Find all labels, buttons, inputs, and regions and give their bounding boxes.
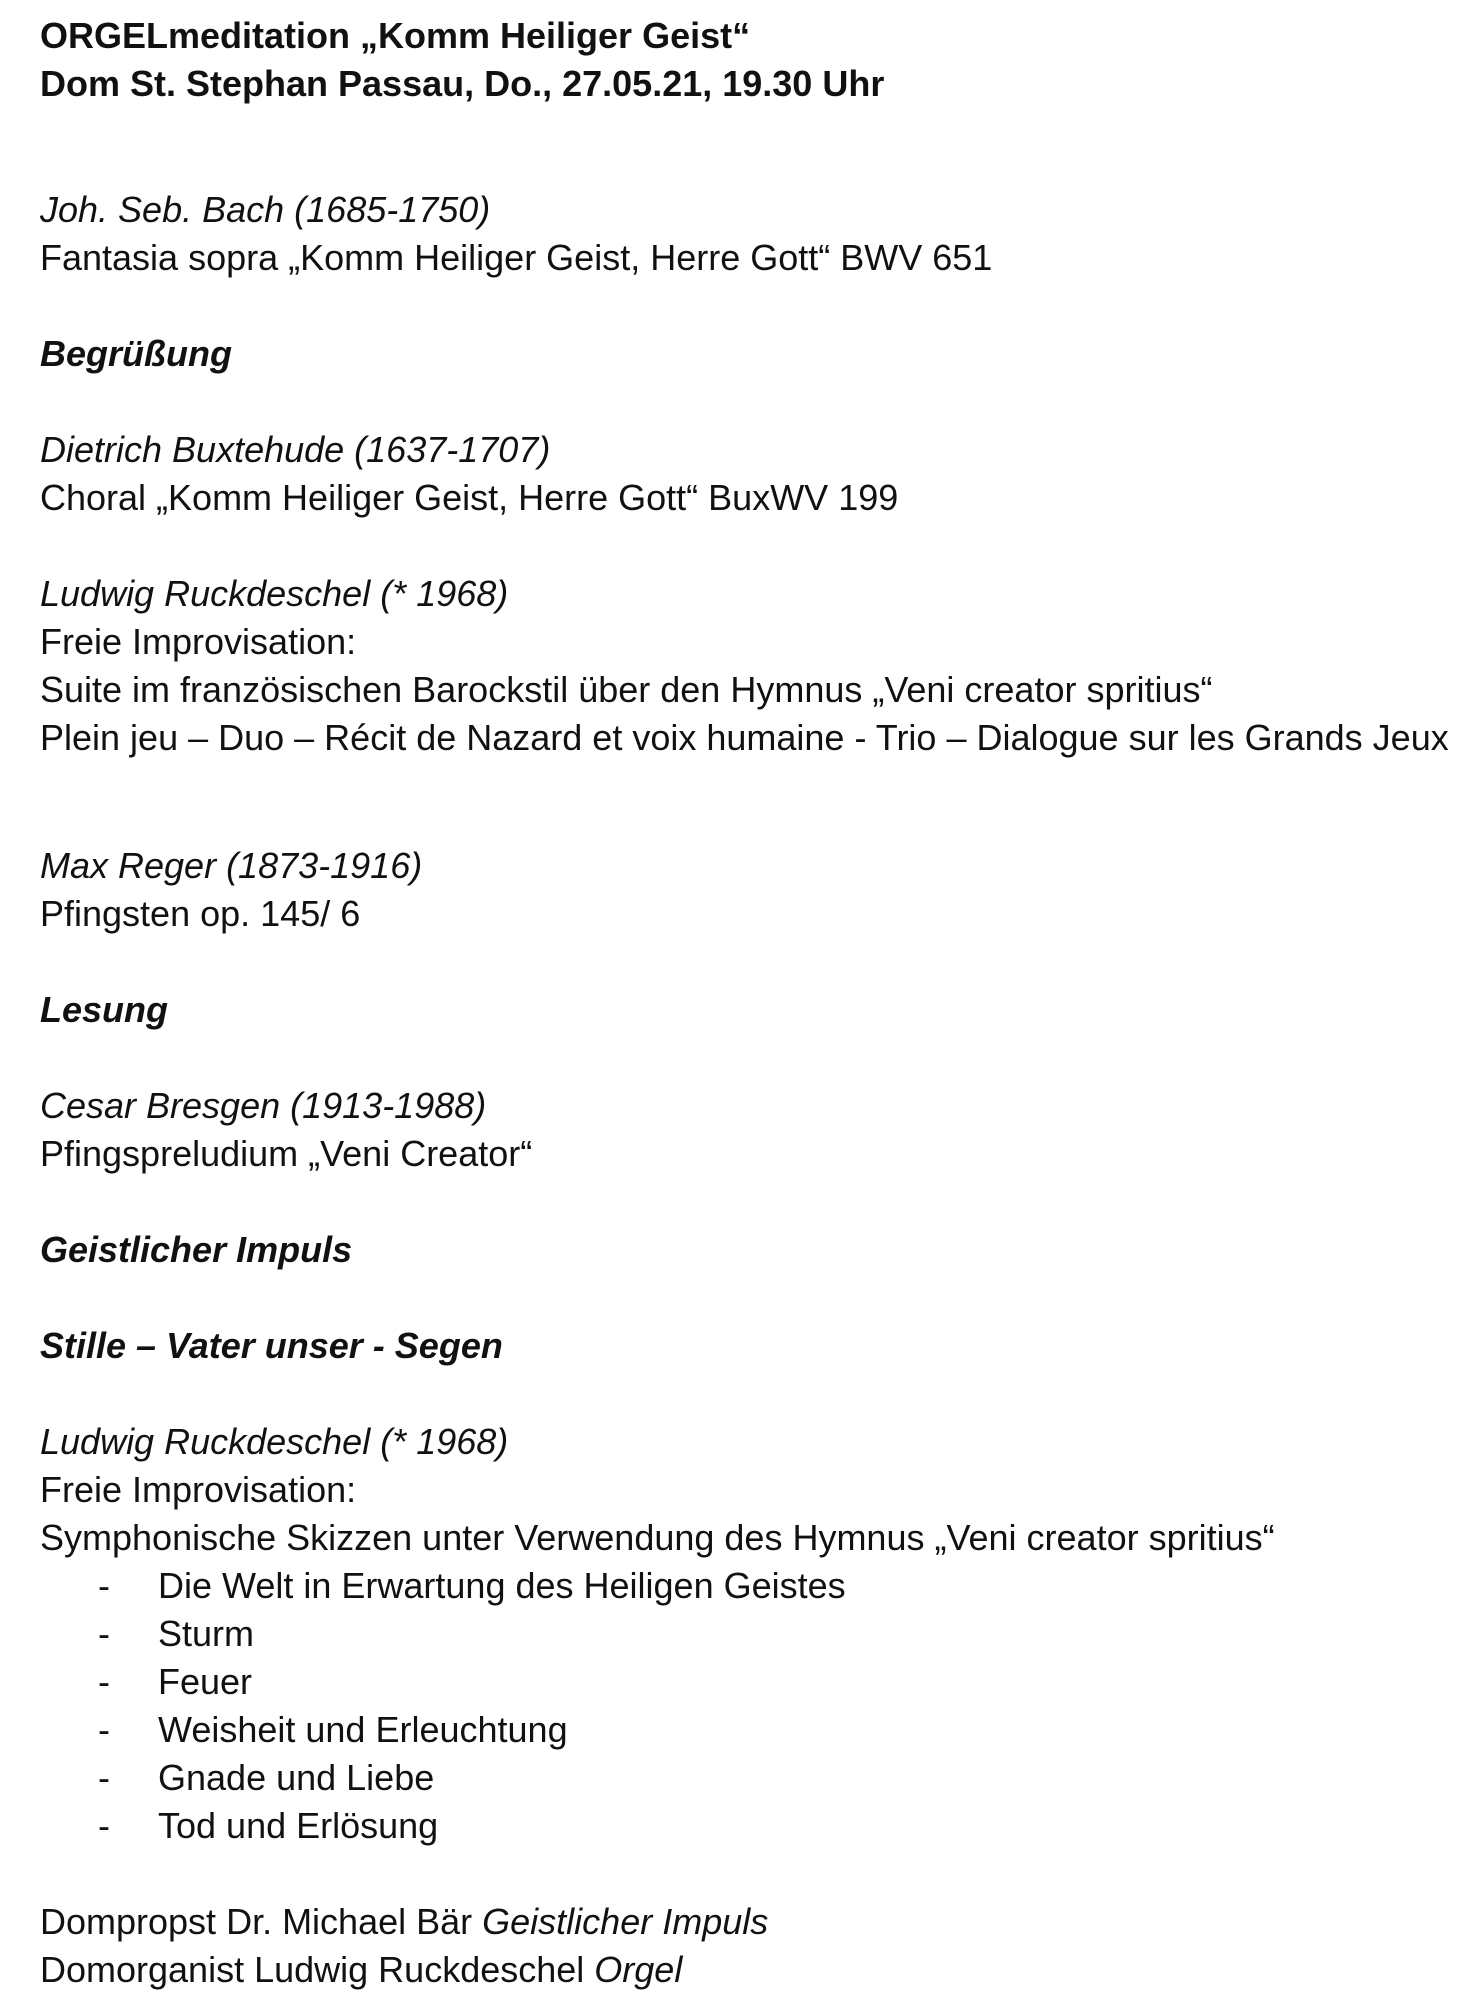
movement-title: Gnade und Liebe: [158, 1757, 435, 1798]
composer-ruckdeschel-2: Ludwig Ruckdeschel (* 1968): [40, 1421, 509, 1462]
movement-list-item: [40, 1754, 1040, 1802]
bullet-dash: -: [98, 1709, 110, 1750]
work-bresgen: Pfingspreludium „Veni Creator“: [40, 1133, 533, 1174]
credit-organist: [40, 1946, 682, 1994]
movement-title: Die Welt in Erwartung des Heiligen Geistes: [158, 1565, 846, 1606]
bullet-dash: -: [98, 1805, 110, 1846]
credit-provost-name: Dompropst Dr. Michael Bär: [40, 1901, 483, 1942]
section-closing: Stille – Vater unser - Segen: [40, 1325, 503, 1366]
credit-organist-name: Domorganist Ludwig Ruckdeschel: [40, 1949, 595, 1990]
bullet-dash: -: [98, 1613, 110, 1654]
credit-provost: [40, 1898, 768, 1946]
work-ruckdeschel-1-line-2: Suite im französischen Barockstil über den Hymnus „Veni creator spritius“: [40, 669, 1213, 710]
document-subtitle: Dom St. Stephan Passau, Do., 27.05.21, 19.30 Uhr: [40, 63, 885, 104]
work-buxtehude: Choral „Komm Heiliger Geist, Herre Gott“ BuxWV 199: [40, 477, 899, 518]
bullet-dash: -: [98, 1565, 110, 1606]
bullet-dash: -: [98, 1757, 110, 1798]
work-ruckdeschel-1-line-3: Plein jeu – Duo – Récit de Nazard et voix humaine - Trio – Dialogue sur les Grands Jeux: [40, 717, 1449, 758]
movement-list-item: [40, 1802, 1040, 1850]
composer-buxtehude: Dietrich Buxtehude (1637-1707): [40, 429, 551, 470]
movement-list-item: [40, 1706, 1040, 1754]
work-reger: Pfingsten op. 145/ 6: [40, 893, 361, 934]
work-bach: Fantasia sopra „Komm Heiliger Geist, Herre Gott“ BWV 651: [40, 237, 993, 278]
composer-bach: Joh. Seb. Bach (1685-1750): [40, 189, 491, 230]
credit-organist-role: Orgel: [594, 1949, 683, 1990]
section-greeting: Begrüßung: [40, 333, 232, 374]
composer-bresgen: Cesar Bresgen (1913-1988): [40, 1085, 487, 1126]
movement-title: Feuer: [158, 1661, 253, 1702]
work-ruckdeschel-1-line-1: Freie Improvisation:: [40, 621, 357, 662]
composer-reger: Max Reger (1873-1916): [40, 845, 423, 886]
document-title: ORGELmeditation „Komm Heiliger Geist“: [40, 15, 751, 56]
movement-list-item: [40, 1562, 1040, 1610]
movement-title: Tod und Erlösung: [158, 1805, 439, 1846]
credit-provost-role: Geistlicher Impuls: [482, 1901, 769, 1942]
section-reading: Lesung: [40, 989, 169, 1030]
work-ruckdeschel-2-line-2: Symphonische Skizzen unter Verwendung des Hymnus „Veni creator spritius“: [40, 1517, 1275, 1558]
bullet-dash: -: [98, 1661, 110, 1702]
composer-ruckdeschel-1: Ludwig Ruckdeschel (* 1968): [40, 573, 509, 614]
movement-title: Sturm: [158, 1613, 255, 1654]
movement-title: Weisheit und Erleuchtung: [158, 1709, 568, 1750]
movement-list-item: [40, 1658, 1040, 1706]
section-impulse: Geistlicher Impuls: [40, 1229, 353, 1270]
movement-list-item: [40, 1610, 1040, 1658]
work-ruckdeschel-2-line-1: Freie Improvisation:: [40, 1469, 357, 1510]
